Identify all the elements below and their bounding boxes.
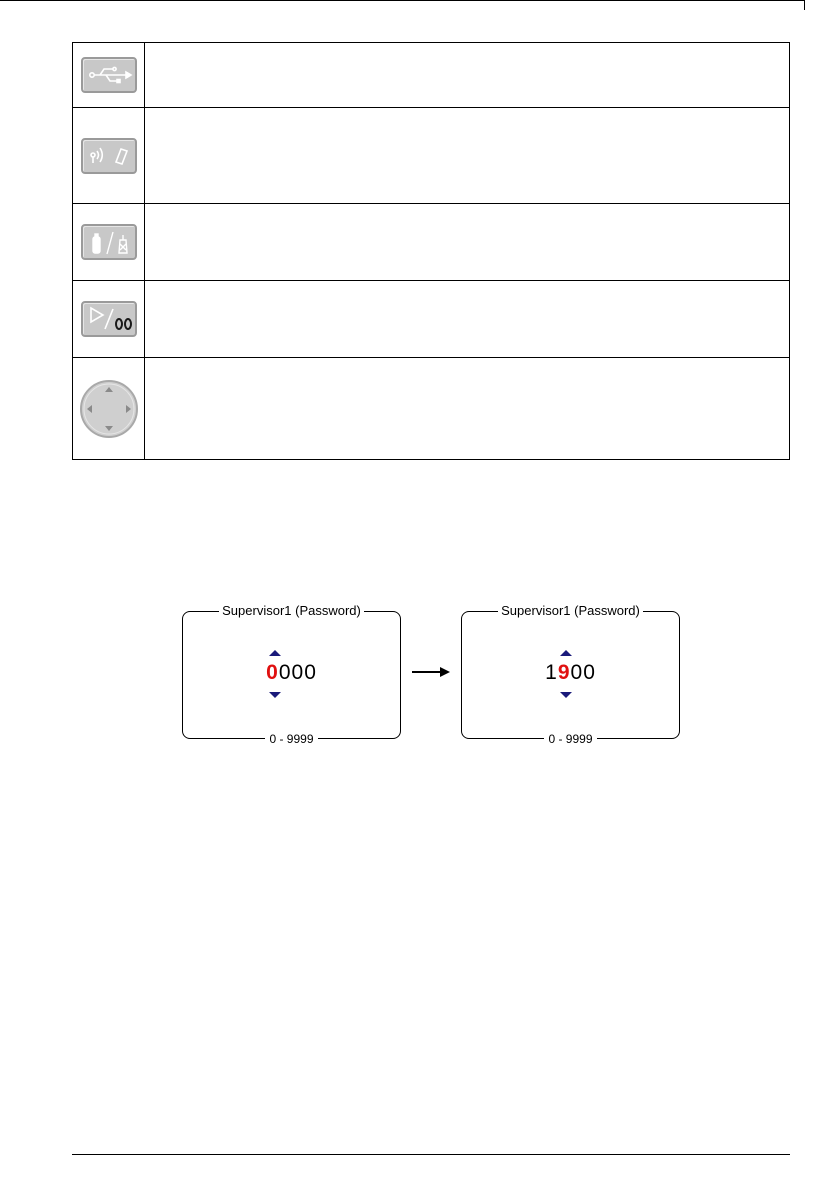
navigation-pad-key[interactable] <box>78 378 140 440</box>
play-pause-key-description <box>145 281 790 358</box>
digit-2: 9 <box>557 661 571 684</box>
usb-key[interactable] <box>81 57 137 93</box>
screen-range: 0 - 9999 <box>265 732 317 746</box>
screen-title: Supervisor1 (Password) <box>219 603 364 618</box>
caret-up-icon <box>560 650 572 656</box>
digit-1: 0 <box>266 661 279 684</box>
caret-down-icon <box>269 692 281 698</box>
password-screen-after <box>461 603 680 746</box>
navigation-pad-icon <box>78 378 140 440</box>
gas-cylinder-icon <box>83 226 135 258</box>
usb-icon <box>83 59 135 91</box>
wireless-key[interactable] <box>81 138 137 174</box>
digit-1: 1 <box>545 661 558 684</box>
key-row-usb <box>73 43 790 108</box>
wireless-icon <box>83 140 135 172</box>
password-screen-before <box>182 603 401 746</box>
bottom-rule <box>72 1154 790 1155</box>
caret-up-icon <box>269 650 281 656</box>
digit-3: 0 <box>570 661 584 684</box>
password-digits <box>183 660 400 686</box>
wireless-key-description <box>145 108 790 204</box>
key-row-navigation <box>73 358 790 460</box>
key-row-wireless <box>73 108 790 204</box>
key-row-play-pause <box>73 281 790 358</box>
screen-title: Supervisor1 (Password) <box>498 603 643 618</box>
digit-2: 0 <box>278 661 292 684</box>
digit-4: 0 <box>304 661 317 684</box>
password-digits <box>462 660 679 686</box>
digit-3: 0 <box>291 661 305 684</box>
digit-4: 0 <box>583 661 596 684</box>
usb-key-description <box>145 43 790 108</box>
caret-down-icon <box>560 692 572 698</box>
top-rule <box>0 0 805 1</box>
play-pause-icon <box>83 303 135 335</box>
gas-key[interactable] <box>81 224 137 260</box>
screen-range: 0 - 9999 <box>544 732 596 746</box>
key-description-table <box>72 42 790 460</box>
navigation-pad-description <box>145 358 790 460</box>
gas-key-description <box>145 204 790 281</box>
key-row-gas <box>73 204 790 281</box>
play-pause-key[interactable] <box>81 301 137 337</box>
right-arrow-icon <box>412 664 452 680</box>
